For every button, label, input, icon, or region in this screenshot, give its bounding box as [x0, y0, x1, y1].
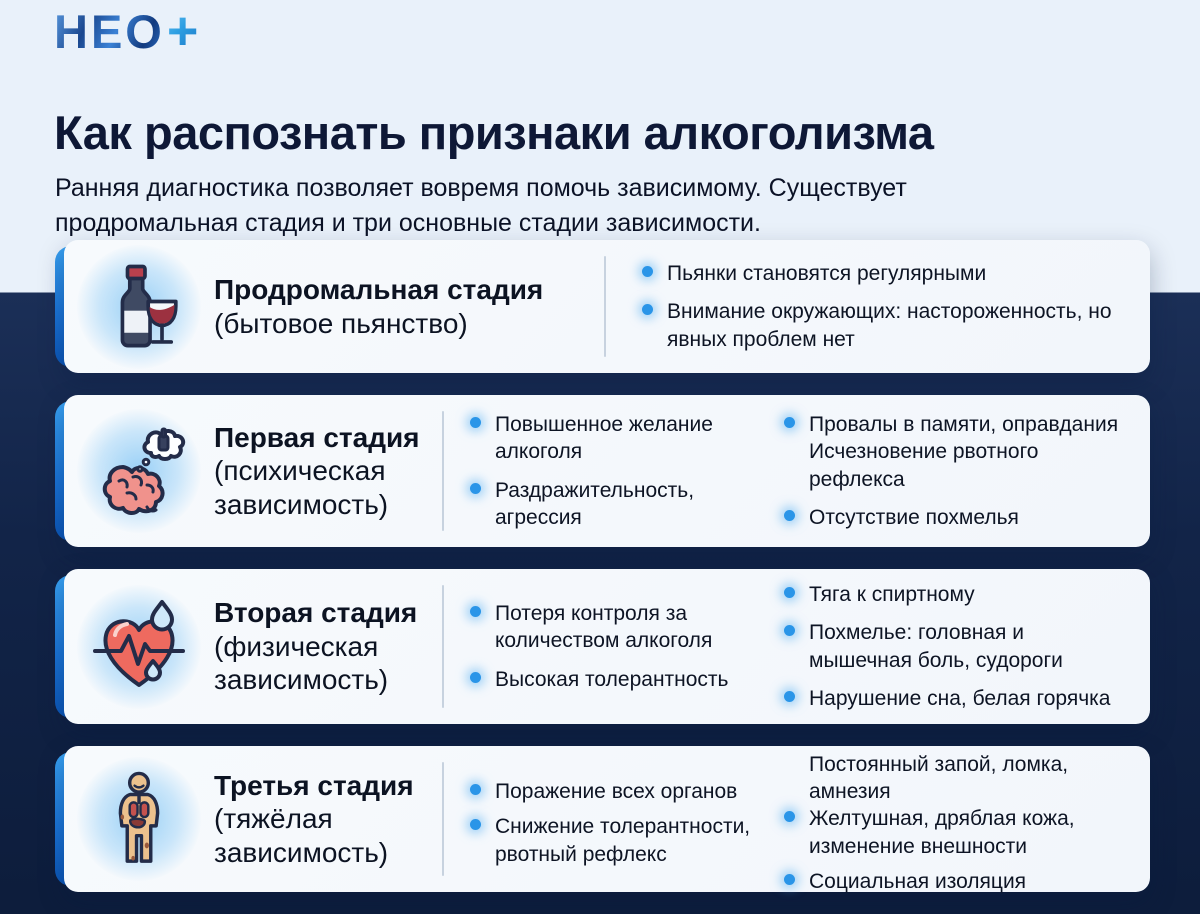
symptoms-column	[754, 411, 1150, 531]
bullet-dot-icon	[470, 483, 481, 494]
human-body-with-organs-icon	[90, 770, 188, 868]
bullet-item: Потеря контроля за количеством алкоголя	[470, 600, 754, 655]
bullet-item: Поражение всех органов	[470, 778, 754, 805]
card-second-stage	[55, 569, 1150, 724]
card-third-stage	[55, 746, 1150, 892]
bullet-dot-icon	[784, 587, 795, 598]
bullet-item: Раздражительность, агрессия	[470, 477, 754, 532]
bullet-dot-icon	[784, 691, 795, 702]
bullet-item: Пьянки становятся регулярными	[642, 260, 1130, 287]
bullet-item-continuation: Исчезновение рвотного рефлекса	[809, 440, 1039, 491]
bullet-item: Высокая толерантность	[470, 666, 754, 693]
bullet-item: Похмелье: головная и мышечная боль, судороги	[784, 619, 1132, 674]
bullet-item: Тяга к спиртному	[784, 581, 1132, 608]
bullet-dot-icon	[784, 510, 795, 521]
bullet-dot-icon	[470, 606, 481, 617]
stage-subtitle: (физическая зависимость)	[214, 630, 389, 696]
bullet-item: Провалы в памяти, оправдания	[784, 411, 1132, 438]
stage-title: Продромальная стадия	[214, 273, 544, 305]
bullet-dot-icon	[470, 672, 481, 683]
symptoms-column	[606, 260, 1150, 353]
neo-plus-logo	[54, 1, 199, 61]
stage-subtitle: (тяжёлая зависимость)	[214, 803, 389, 868]
bullet-item: Внимание окружающих: настороженность, но явных проблем нет	[642, 298, 1130, 353]
stage-title: Вторая стадия	[214, 597, 418, 629]
bullet-item: Нарушение сна, белая горячка	[784, 685, 1132, 712]
bullet-dot-icon	[642, 304, 653, 315]
plus-icon: +	[166, 1, 199, 61]
stage-title: Третья стадия	[214, 769, 414, 801]
bullet-item: Отсутствие похмелья	[784, 504, 1132, 531]
bullet-dot-icon	[784, 625, 795, 636]
bullet-dot-icon	[470, 417, 481, 428]
bullet-dot-icon	[470, 819, 481, 830]
stage-cards	[55, 240, 1150, 914]
bullet-dot-icon	[470, 784, 481, 795]
page-title: Как распознать признаки алкоголизма	[54, 106, 934, 160]
symptoms-column	[754, 581, 1150, 712]
stage-subtitle: (психическая зависимость)	[214, 455, 389, 520]
bullet-dot-icon	[784, 874, 795, 885]
symptoms-column	[444, 600, 754, 693]
logo-text: НЕО	[54, 5, 165, 58]
bullet-dot-icon	[784, 811, 795, 822]
bullet-item-continuation: Постоянный запой, ломка, амнезия	[809, 752, 1069, 804]
symptoms-column	[754, 743, 1150, 895]
bullet-item: Социальная изоляция	[784, 868, 1132, 895]
bullet-dot-icon	[642, 266, 653, 277]
card-prodromal-stage	[55, 240, 1150, 373]
bullet-item: Желтушная, дряблая кожа, изменение внешности	[784, 805, 1132, 860]
bullet-item: Повышенное желание алкоголя	[470, 411, 754, 466]
bullet-item: Снижение толерантности, рвотный рефлекс	[470, 813, 754, 868]
bullet-dot-icon	[784, 417, 795, 428]
wine-bottle-and-glass-icon	[93, 261, 185, 353]
brain-with-bottle-thought-icon	[89, 421, 189, 521]
symptoms-column	[444, 411, 754, 531]
stage-title: Первая стадия	[214, 421, 420, 453]
card-first-stage	[55, 395, 1150, 547]
stage-subtitle: (бытовое пьянство)	[214, 307, 468, 339]
heart-with-pulse-icon	[89, 597, 189, 697]
page-subtitle: Ранняя диагностика позволяет вовремя помочь зависимому. Существует продромальная стадия и три основные стадии зависимости.	[55, 174, 907, 237]
symptoms-column	[444, 770, 754, 868]
